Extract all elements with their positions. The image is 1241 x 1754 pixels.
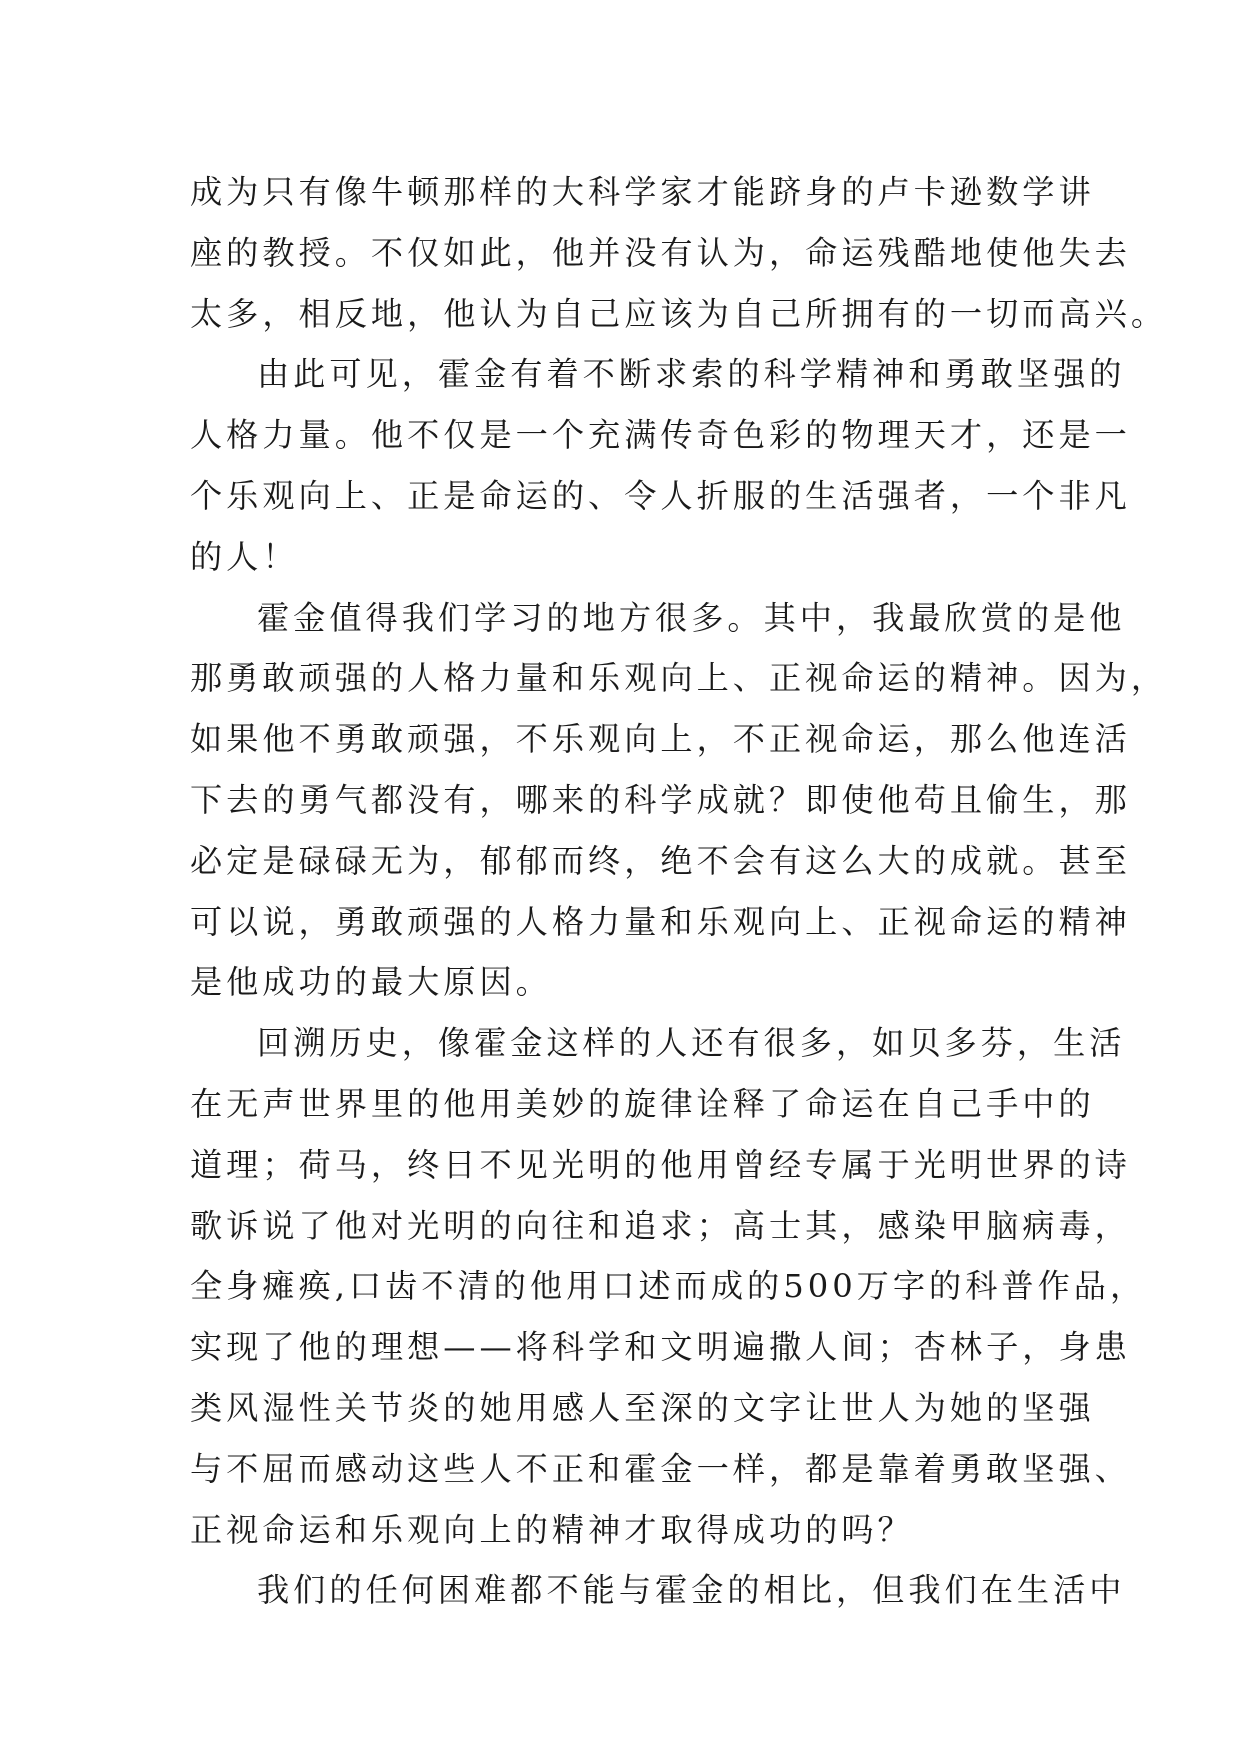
text-line: 是他成功的最大原因。: [190, 963, 552, 1002]
text-line: 歌诉说了他对光明的向往和追求；高士其，感染甲脑病毒，: [190, 1206, 1131, 1245]
paragraph-start-line: 我们的任何困难都不能与霍金的相比，但我们在生活中: [257, 1571, 1126, 1610]
text-line: 座的教授。不仅如此，他并没有认为，命运残酷地使他失去: [190, 233, 1131, 272]
text-line: 实现了他的理想——将科学和文明遍撒人间；杏林子，身患: [190, 1328, 1131, 1367]
body-text: [190, 162, 1168, 1621]
text-line: 可以说，勇敢顽强的人格力量和乐观向上、正视命运的精神: [190, 902, 1131, 941]
paragraph-start-line: 由此可见，霍金有着不断求索的科学精神和勇敢坚强的: [257, 355, 1126, 394]
text-line: 太多，相反地，他认为自己应该为自己所拥有的一切而高兴。: [190, 294, 1168, 333]
text-line: 成为只有像牛顿那样的大科学家才能跻身的卢卡逊数学讲: [190, 173, 1095, 211]
text-line: 必定是碌碌无为，郁郁而终，绝不会有这么大的成就。甚至: [190, 841, 1131, 880]
text-line: 类风湿性关节炎的她用感人至深的文字让世人为她的坚强: [190, 1388, 1095, 1427]
text-line: 下去的勇气都没有，哪来的科学成就？即使他苟且偷生，那: [190, 780, 1131, 819]
text-line: 道理；荷马，终日不见光明的他用曾经专属于光明世界的诗: [190, 1145, 1131, 1184]
text-line: 个乐观向上、正是命运的、令人折服的生活强者，一个非凡: [190, 476, 1131, 515]
text-line: 如果他不勇敢顽强，不乐观向上，不正视命运，那么他连活: [190, 720, 1131, 759]
text-line: 在无声世界里的他用美妙的旋律诠释了命运在自己手中的: [190, 1084, 1095, 1123]
text-line: 全身瘫痪,口齿不清的他用口述而成的500万字的科普作品，: [190, 1267, 1147, 1306]
text-line: 那勇敢顽强的人格力量和乐观向上、正视命运的精神。因为，: [190, 659, 1168, 698]
paragraph-start-line: 霍金值得我们学习的地方很多。其中，我最欣赏的是他: [257, 598, 1126, 637]
text-line: 正视命运和乐观向上的精神才取得成功的吗？: [190, 1510, 914, 1549]
text-line: 人格力量。他不仅是一个充满传奇色彩的物理天才，还是一: [190, 416, 1131, 455]
text-line: 的人！: [190, 537, 299, 576]
text-line: 与不屈而感动这些人不正和霍金一样，都是靠着勇敢坚强、: [190, 1449, 1131, 1488]
paragraph-start-line: 回溯历史，像霍金这样的人还有很多，如贝多芬，生活: [257, 1024, 1126, 1063]
